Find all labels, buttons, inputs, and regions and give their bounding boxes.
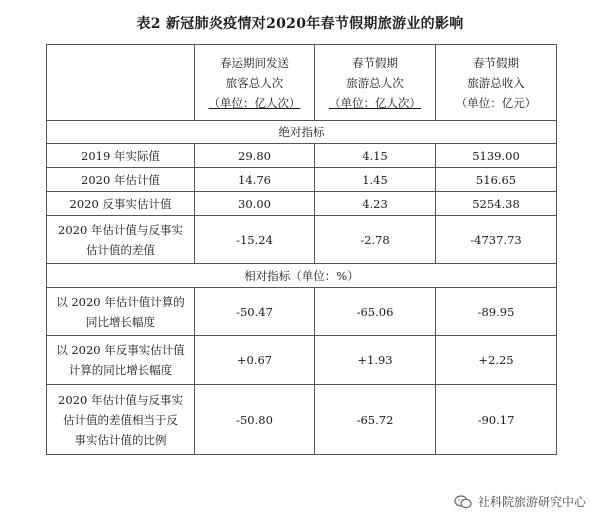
cell-trips: -65.06 xyxy=(315,288,436,336)
cell-revenue: -89.95 xyxy=(436,288,557,336)
cell-revenue: 516.65 xyxy=(436,168,557,192)
cell-revenue: -4737.73 xyxy=(436,216,557,264)
header-line: 旅客总人次 xyxy=(225,75,284,90)
cell-trips: -65.72 xyxy=(315,385,436,455)
table-row xyxy=(47,192,557,216)
watermark-text: 社科院旅游研究中心 xyxy=(477,495,586,509)
header-line: 春运期间发送 xyxy=(220,55,289,70)
cell-passengers: 14.76 xyxy=(195,168,315,192)
row-label: 2019 年实际值 xyxy=(47,144,195,168)
cell-revenue: -90.17 xyxy=(436,385,557,455)
cell-trips: -2.78 xyxy=(315,216,436,264)
cell-passengers: -50.47 xyxy=(195,288,315,336)
header-cell-revenue xyxy=(436,45,557,121)
row-label-line: 以 2020 年反事实估计值 xyxy=(56,343,185,357)
row-label-line: 估计值的差值 xyxy=(86,242,155,257)
header-unit: （单位：亿元） xyxy=(455,95,537,110)
table-title: 表2 新冠肺炎疫情对2020年春节假期旅游业的影响 xyxy=(136,16,464,32)
table-row xyxy=(47,288,557,336)
row-label: 2020 反事实估计值 xyxy=(47,192,195,216)
row-label: 2020 年估计值 xyxy=(47,168,195,192)
row-label-line: 事实估计值的比例 xyxy=(74,432,167,447)
row-label xyxy=(47,288,195,336)
data-table xyxy=(46,44,557,455)
cell-passengers: +0.67 xyxy=(195,336,315,385)
header-line: 春节假期 xyxy=(473,55,519,70)
header-line: 春节假期 xyxy=(352,55,398,70)
row-label xyxy=(47,385,195,455)
cell-trips: +1.93 xyxy=(315,336,436,385)
table-row xyxy=(47,144,557,168)
row-label-line: 同比增长幅度 xyxy=(86,314,155,329)
row-label-line: 2020 年估计值与反事实 xyxy=(58,392,183,407)
watermark xyxy=(454,493,586,510)
header-cell-passengers xyxy=(195,45,315,121)
cell-revenue: +2.25 xyxy=(436,336,557,385)
row-label-line: 2020 年估计值与反事实 xyxy=(58,222,183,237)
row-label xyxy=(47,336,195,385)
section-row-relative xyxy=(47,264,557,288)
cell-trips: 1.45 xyxy=(315,168,436,192)
header-unit: （单位：亿人次） xyxy=(329,95,421,110)
table-row xyxy=(47,216,557,264)
section-row-absolute xyxy=(47,121,557,144)
cell-trips: 4.23 xyxy=(315,192,436,216)
cell-revenue: 5254.38 xyxy=(436,192,557,216)
header-unit: （单位：亿人次） xyxy=(208,95,301,110)
header-cell-trips xyxy=(315,45,436,121)
cell-passengers: 30.00 xyxy=(195,192,315,216)
header-row xyxy=(47,45,557,121)
cell-passengers: -50.80 xyxy=(195,385,315,455)
cell-revenue: 5139.00 xyxy=(436,144,557,168)
section-label: 相对指标（单位：%） xyxy=(47,264,557,288)
wechat-icon xyxy=(454,495,472,509)
header-line: 旅游总收入 xyxy=(467,75,525,90)
table-row xyxy=(47,168,557,192)
cell-passengers: 29.80 xyxy=(195,144,315,168)
table-row xyxy=(47,336,557,385)
row-label-line: 计算的同比增长幅度 xyxy=(68,363,173,377)
header-corner-cell xyxy=(47,45,195,121)
table-row xyxy=(47,385,557,455)
cell-trips: 4.15 xyxy=(315,144,436,168)
header-line: 旅游总人次 xyxy=(346,75,404,90)
row-label-line: 以 2020 年估计值计算的 xyxy=(56,294,185,309)
row-label-line: 估计值的差值相当于反 xyxy=(63,412,178,427)
row-label xyxy=(47,216,195,264)
cell-passengers: -15.24 xyxy=(195,216,315,264)
section-label: 绝对指标 xyxy=(47,121,557,144)
